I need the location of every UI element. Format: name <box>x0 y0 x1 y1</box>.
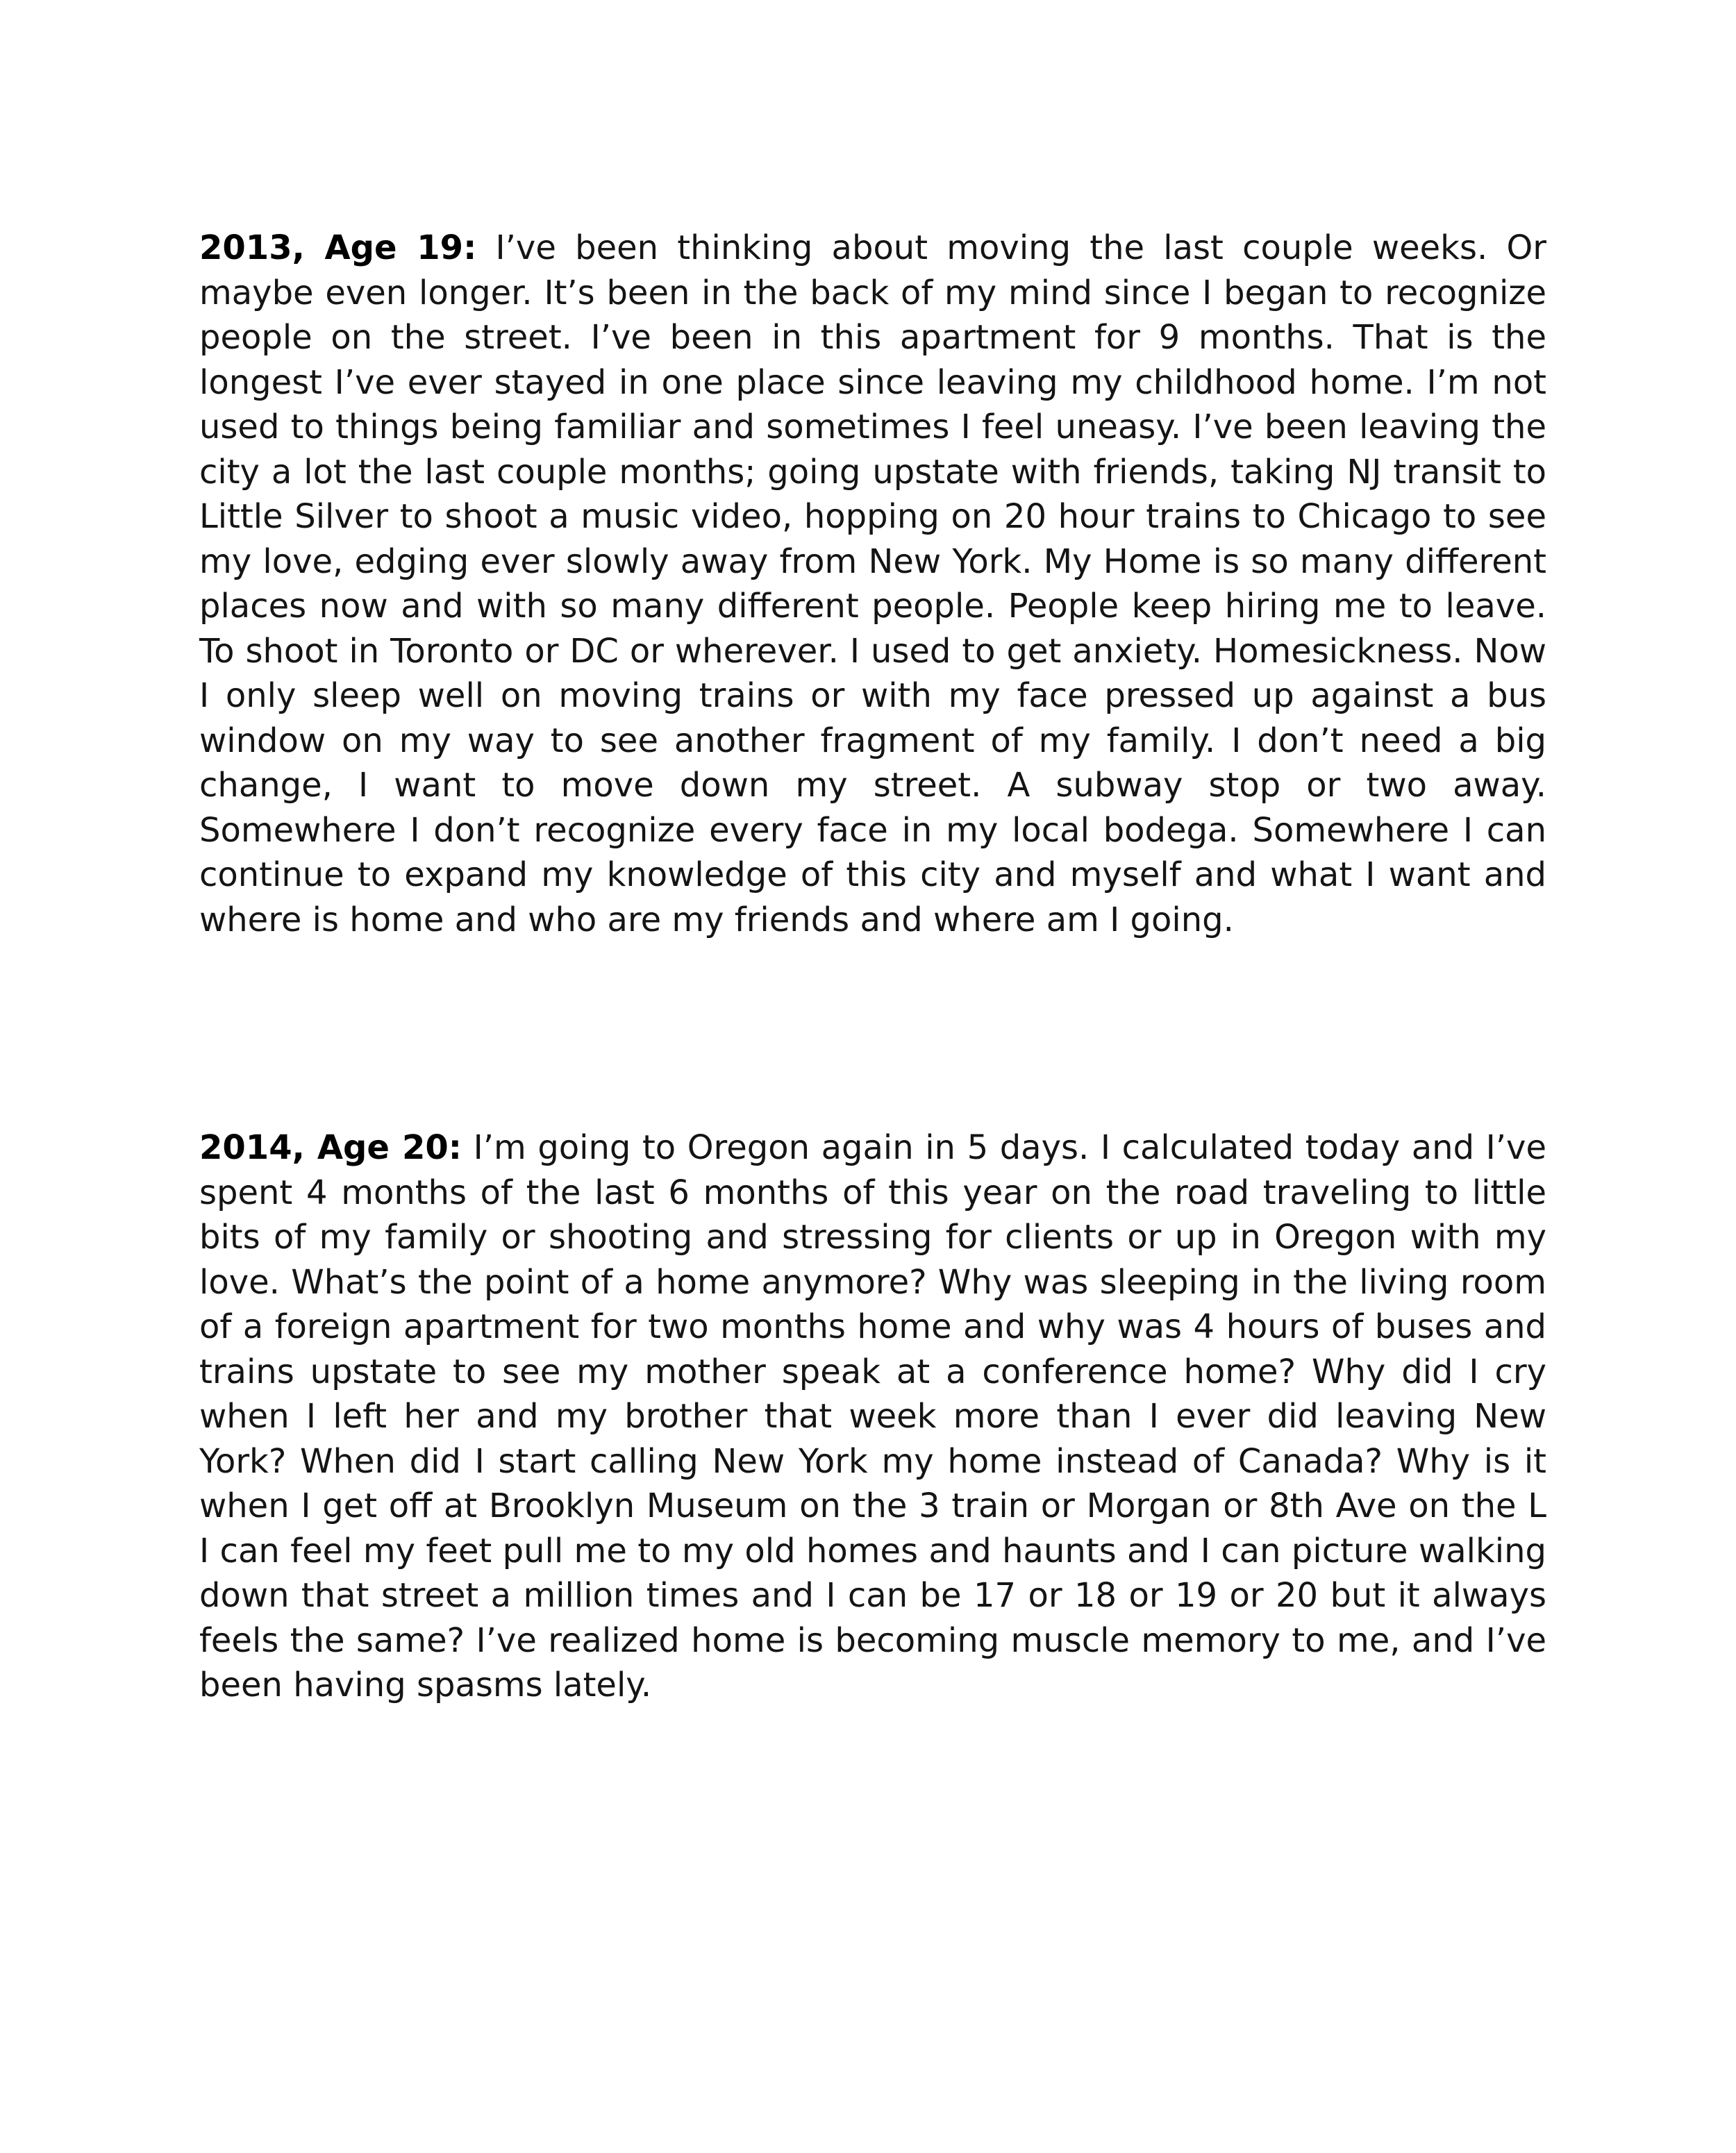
entry-date-label: 2014, Age 20: <box>199 1128 462 1167</box>
entry-body-text: I’ve been thinking about moving the last couple weeks. Or maybe even longer. It’s been in the back of my mind since I began to recognize people on the street. I’ve been in this apartment for 9 months. That is the longest I’ve ever stayed in one place since leaving my childhood home. I’m not used to things being familiar and sometimes I feel uneasy. I’ve been leaving the city a lot the last couple months; going upstate with friends, taking NJ transit to Little Silver to shoot a music video, hopping on 20 hour trains to Chicago to see my love, edging ever slowly away from New York. My Home is so many different places now and with so many different people. People keep hiring me to leave. To shoot in Toronto or DC or wherever. I used to get anxiety. Homesickness. Now I only sleep well on moving trains or with my face pressed up against a bus window on my way to see another fragment of my family. I don’t need a big change, I want to move down my street. A subway stop or two away. Somewhere I don’t recognize every face in my local bodega. Somewhere I can continue to expand my knowledge of this city and myself and what I want and where is home and who are my friends and where am I going. <box>199 228 1546 939</box>
journal-entry-2014 <box>199 1125 1546 1708</box>
entry-body-text: I’m going to Oregon again in 5 days. I calculated today and I’ve spent 4 months of the last 6 months of this year on the road traveling to little bits of my family or shooting and stressing for clients or up in Oregon with my love. What’s the point of a home anymore? Why was sleeping in the living room of a foreign apartment for two months home and why was 4 hours of buses and trains upstate to see my mother speak at a conference home? Why did I cry when I left her and my brother that week more than I ever did leaving New York? When did I start calling New York my home instead of Canada? Why is it when I get off at Brooklyn Museum on the 3 train or Morgan or 8th Ave on the L I can feel my feet pull me to my old homes and haunts and I can picture walking down that street a million times and I can be 17 or 18 or 19 or 20 but it always feels the same? I’ve realized home is becoming muscle memory to me, and I’ve been having spasms lately. <box>199 1128 1546 1704</box>
entry-date-label: 2013, Age 19: <box>199 228 477 267</box>
journal-entry-2013 <box>199 226 1546 942</box>
